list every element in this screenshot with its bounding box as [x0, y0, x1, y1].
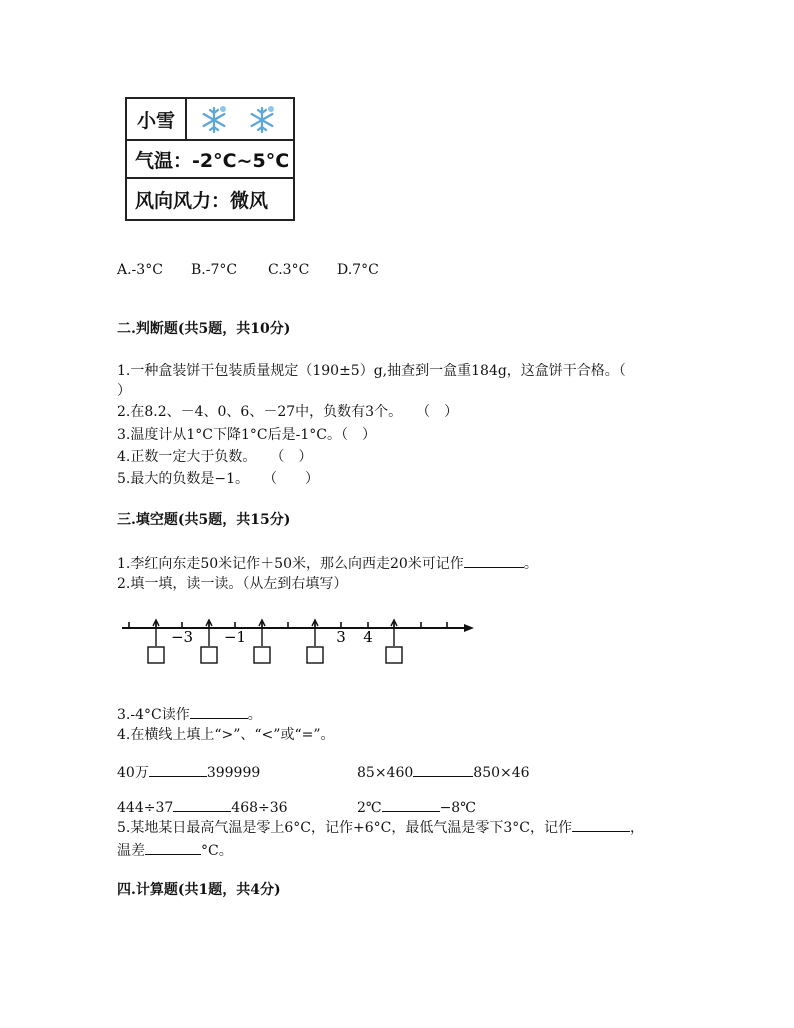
question-text: 2.填一填，读一读。（从左到右填写） — [117, 576, 348, 592]
comparison-item — [357, 797, 476, 818]
weather-label: 小雪 — [127, 99, 187, 139]
tick-label: −1 — [223, 628, 247, 646]
question-text: 5.最大的负数是−1。 （ ） — [117, 471, 319, 487]
comparison-left: 85×460 — [357, 765, 414, 781]
question-text: 5.某地某日最高气温是零上6°C，记作+6°C，最低气温是零下3°C，记作 — [117, 820, 572, 836]
section-heading: 二.判断题(共5题，共10分) — [117, 321, 291, 337]
comparison-left: 40万 — [117, 765, 149, 781]
question-text: 2.在8.2、－4、0、6、－27中，负数有3个。 （ ） — [117, 404, 459, 420]
answer-blank[interactable] — [173, 797, 231, 812]
comparison-item — [117, 762, 260, 783]
answer-blank[interactable] — [149, 762, 207, 777]
comparison-left: 2℃ — [357, 800, 382, 816]
tick-label: −3 — [170, 628, 194, 646]
weather-card — [125, 97, 295, 221]
answer-blank[interactable] — [382, 797, 440, 812]
answer-box[interactable] — [254, 647, 270, 663]
tick-label: 3 — [336, 628, 346, 646]
answer-box[interactable] — [148, 647, 164, 663]
comparison-right: −8℃ — [439, 800, 476, 816]
temperature-text: 气温：-2°C~5°C — [135, 149, 290, 172]
question-text: 3.温度计从1°C下降1°C后是-1°C。（ ） — [117, 427, 376, 443]
answer-box[interactable] — [201, 647, 217, 663]
answer-blank[interactable] — [572, 817, 630, 832]
section-heading: 三.填空题(共5题，共15分) — [117, 512, 291, 528]
temperature-row — [127, 141, 293, 179]
question-text: 1.一种盒装饼干包装质量规定（190±5）g,抽查到一盒重184g，这盒饼干合格。（ — [117, 363, 626, 379]
comparison-right: 468÷36 — [231, 800, 288, 816]
comparison-right: 399999 — [206, 765, 261, 781]
answer-blank[interactable] — [464, 553, 524, 568]
wind-text: 风向风力：微风 — [135, 189, 269, 212]
question-text — [117, 704, 262, 725]
answer-blank[interactable] — [190, 704, 248, 719]
answer-blank[interactable] — [413, 762, 473, 777]
arrow-head-icon — [464, 624, 474, 632]
question-text — [117, 840, 233, 861]
wind-row — [127, 179, 293, 219]
question-text: 3.-4°C读作 — [117, 707, 190, 723]
question-text: 。 — [523, 556, 538, 572]
question-text — [117, 817, 644, 838]
question-text: 4.正数一定大于负数。 （ ） — [117, 449, 313, 465]
question-text: 4.在横线上填上“>”、“<”或“=”。 — [117, 727, 335, 743]
answer-blank[interactable] — [145, 840, 201, 855]
option-c[interactable]: C.3°C — [268, 262, 310, 278]
answer-box[interactable] — [386, 647, 402, 663]
question-text — [117, 553, 538, 574]
comparison-left: 444÷37 — [117, 800, 174, 816]
comparison-item — [117, 797, 288, 818]
question-text: ） — [117, 383, 131, 399]
question-text: 1.李红向东走50米记作＋50米，那么向西走20米可记作 — [117, 556, 464, 572]
number-line — [118, 608, 478, 668]
answer-box[interactable] — [307, 647, 323, 663]
option-d[interactable]: D.7°C — [337, 262, 379, 278]
question-text: 温差 — [117, 843, 145, 859]
option-b[interactable]: B.-7°C — [191, 262, 238, 278]
weather-row — [127, 99, 293, 141]
question-text: 。 — [247, 707, 262, 723]
question-text: ， — [629, 820, 644, 836]
comparison-item — [357, 762, 530, 783]
tick-label: 4 — [363, 628, 373, 646]
option-a[interactable]: A.-3°C — [117, 262, 163, 278]
snowflake-icon — [247, 105, 277, 135]
question-text: °C。 — [201, 843, 233, 859]
comparison-right: 850×46 — [473, 765, 530, 781]
section-heading: 四.计算题(共1题，共4分) — [117, 882, 281, 898]
snowflake-icon — [199, 105, 229, 135]
